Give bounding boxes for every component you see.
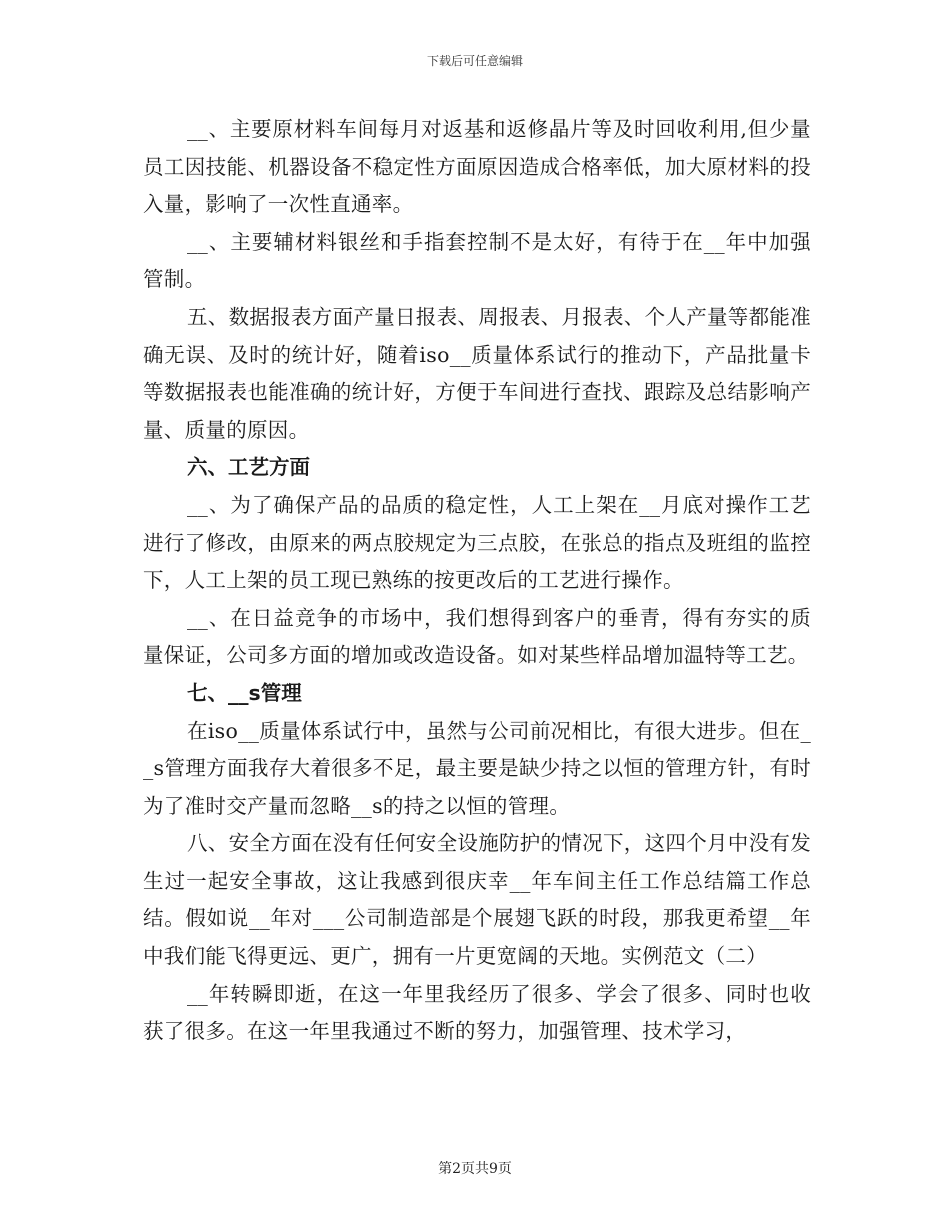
paragraph-equipment: __、在日益竞争的市场中，我们想得到客户的垂青，得有夯实的质量保证，公司多方面的增加或改造设备。如对某些样品增加温特等工艺。 [143,605,811,668]
paragraph-example-two: __年转瞬即逝，在这一年里我经历了很多、学会了很多、同时也收获了很多。在这一年里我通过不断的努力，加强管理、技术学习， [143,981,811,1044]
paragraph-process-change: __、为了确保产品的品质的稳定性，人工上架在__月底对操作工艺进行了修改，由原来的两点胶规定为三点胶，在张总的指点及班组的监控下，人工上架的员工现已熟练的按更改后的工艺进行操作。 [143,492,811,593]
paragraph-safety: 八、安全方面在没有任何安全设施防护的情况下，这四个月中没有发生过一起安全事故，这让我感到很庆幸__年车间主任工作总结篇工作总结。假如说__年对___公司制造部是个展翅飞跃的时段，那我更希望__年中我们能飞得更远、更广，拥有一片更宽阔的天地。实例范文（二） [143,831,811,969]
document-body [143,111,811,1051]
paragraph-data-reports: 五、数据报表方面产量日报表、周报表、月报表、个人产量等都能准确无误、及时的统计好，随着iso__质量体系试行的推动下，产品批量卡等数据报表也能准确的统计好，方便于车间进行查找、跟踪及总结影响产量、质量的原因。 [143,304,811,442]
page-number: 第2页共9页 [438,1161,512,1177]
paragraph-s-management: 在iso__质量体系试行中，虽然与公司前况相比，有很大进步。但在__s管理方面我存大着很多不足，最主要是缺少持之以恒的管理方针，有时为了准时交产量而忽略__s的持之以恒的管理。 [143,718,811,818]
paragraph-auxiliary-material: __、主要辅材料银丝和手指套控制不是太好，有待于在__年中加强管制。 [143,229,811,292]
section-heading-s-management: 七、__s管理 [187,680,302,705]
page-header: 下载后可任意编辑 [426,54,523,68]
section-heading-process: 六、工艺方面 [187,455,310,480]
paragraph-raw-material: __、主要原材料车间每月对返基和返修晶片等及时回收利用,但少量员工因技能、机器设备不稳定性方面原因造成合格率低，加大原材料的投入量，影响了一次性直通率。 [143,117,811,217]
